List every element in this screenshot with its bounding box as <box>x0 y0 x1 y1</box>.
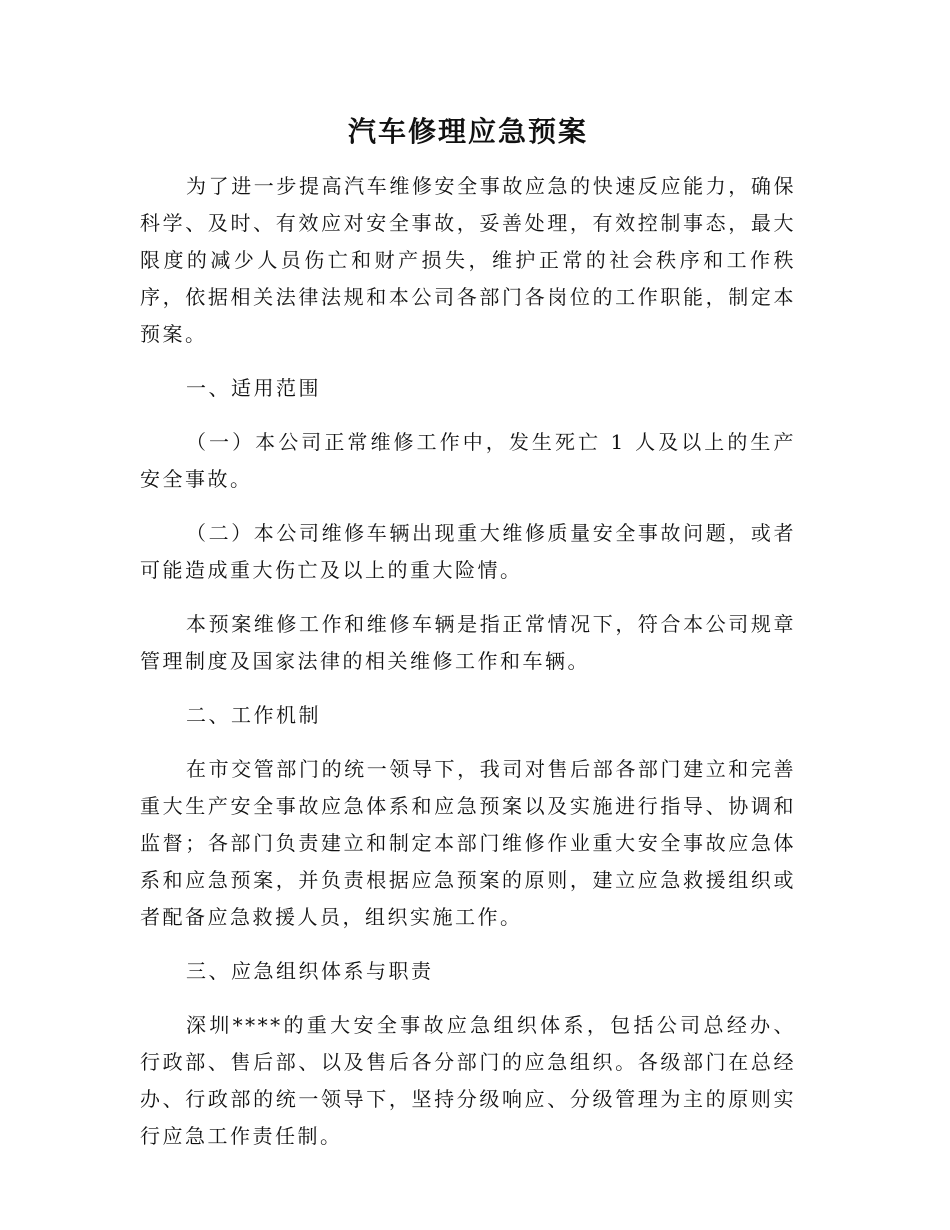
section-heading-organization: 三、应急组织体系与职责 <box>186 959 434 983</box>
section-heading-scope: 一、适用范围 <box>186 376 321 400</box>
scope-note: 本预案维修工作和维修车辆是指正常情况下，符合本公司规章管理制度及国家法律的相关维修工作和车辆。 <box>140 612 796 673</box>
organization-paragraph: 深圳****的重大安全事故应急组织体系，包括公司总经办、行政部、售后部、以及售后各分部门的应急组织。各级部门在总经办、行政部的统一领导下，坚持分级响应、分级管理为主的原则实行应急工作责任制。 <box>140 1013 796 1148</box>
scope-item-2: （二）本公司维修车辆出现重大维修质量安全事故问题，或者可能造成重大伤亡及以上的重大险情。 <box>140 521 796 582</box>
document-title: 汽车修理应急预案 <box>347 115 588 148</box>
section-heading-mechanism: 二、工作机制 <box>186 703 321 727</box>
intro-paragraph: 为了进一步提高汽车维修安全事故应急的快速反应能力，确保科学、及时、有效应对安全事故，妥善处理，有效控制事态，最大限度的减少人员伤亡和财产损失，维护正常的社会秩序和工作秩序，依据相关法律法规和本公司各部门各岗位的工作职能，制定本预案。 <box>140 174 796 346</box>
scope-item-1: （一）本公司正常维修工作中，发生死亡 1 人及以上的生产安全事故。 <box>140 430 796 491</box>
document-page <box>140 108 796 1172</box>
mechanism-paragraph: 在市交管部门的统一领导下，我司对售后部各部门建立和完善重大生产安全事故应急体系和应急预案以及实施进行指导、协调和监督；各部门负责建立和制定本部门维修作业重大安全事故应急体系和应急预案，并负责根据应急预案的原则，建立应急救援组织或者配备应急救援人员，组织实施工作。 <box>140 757 796 929</box>
